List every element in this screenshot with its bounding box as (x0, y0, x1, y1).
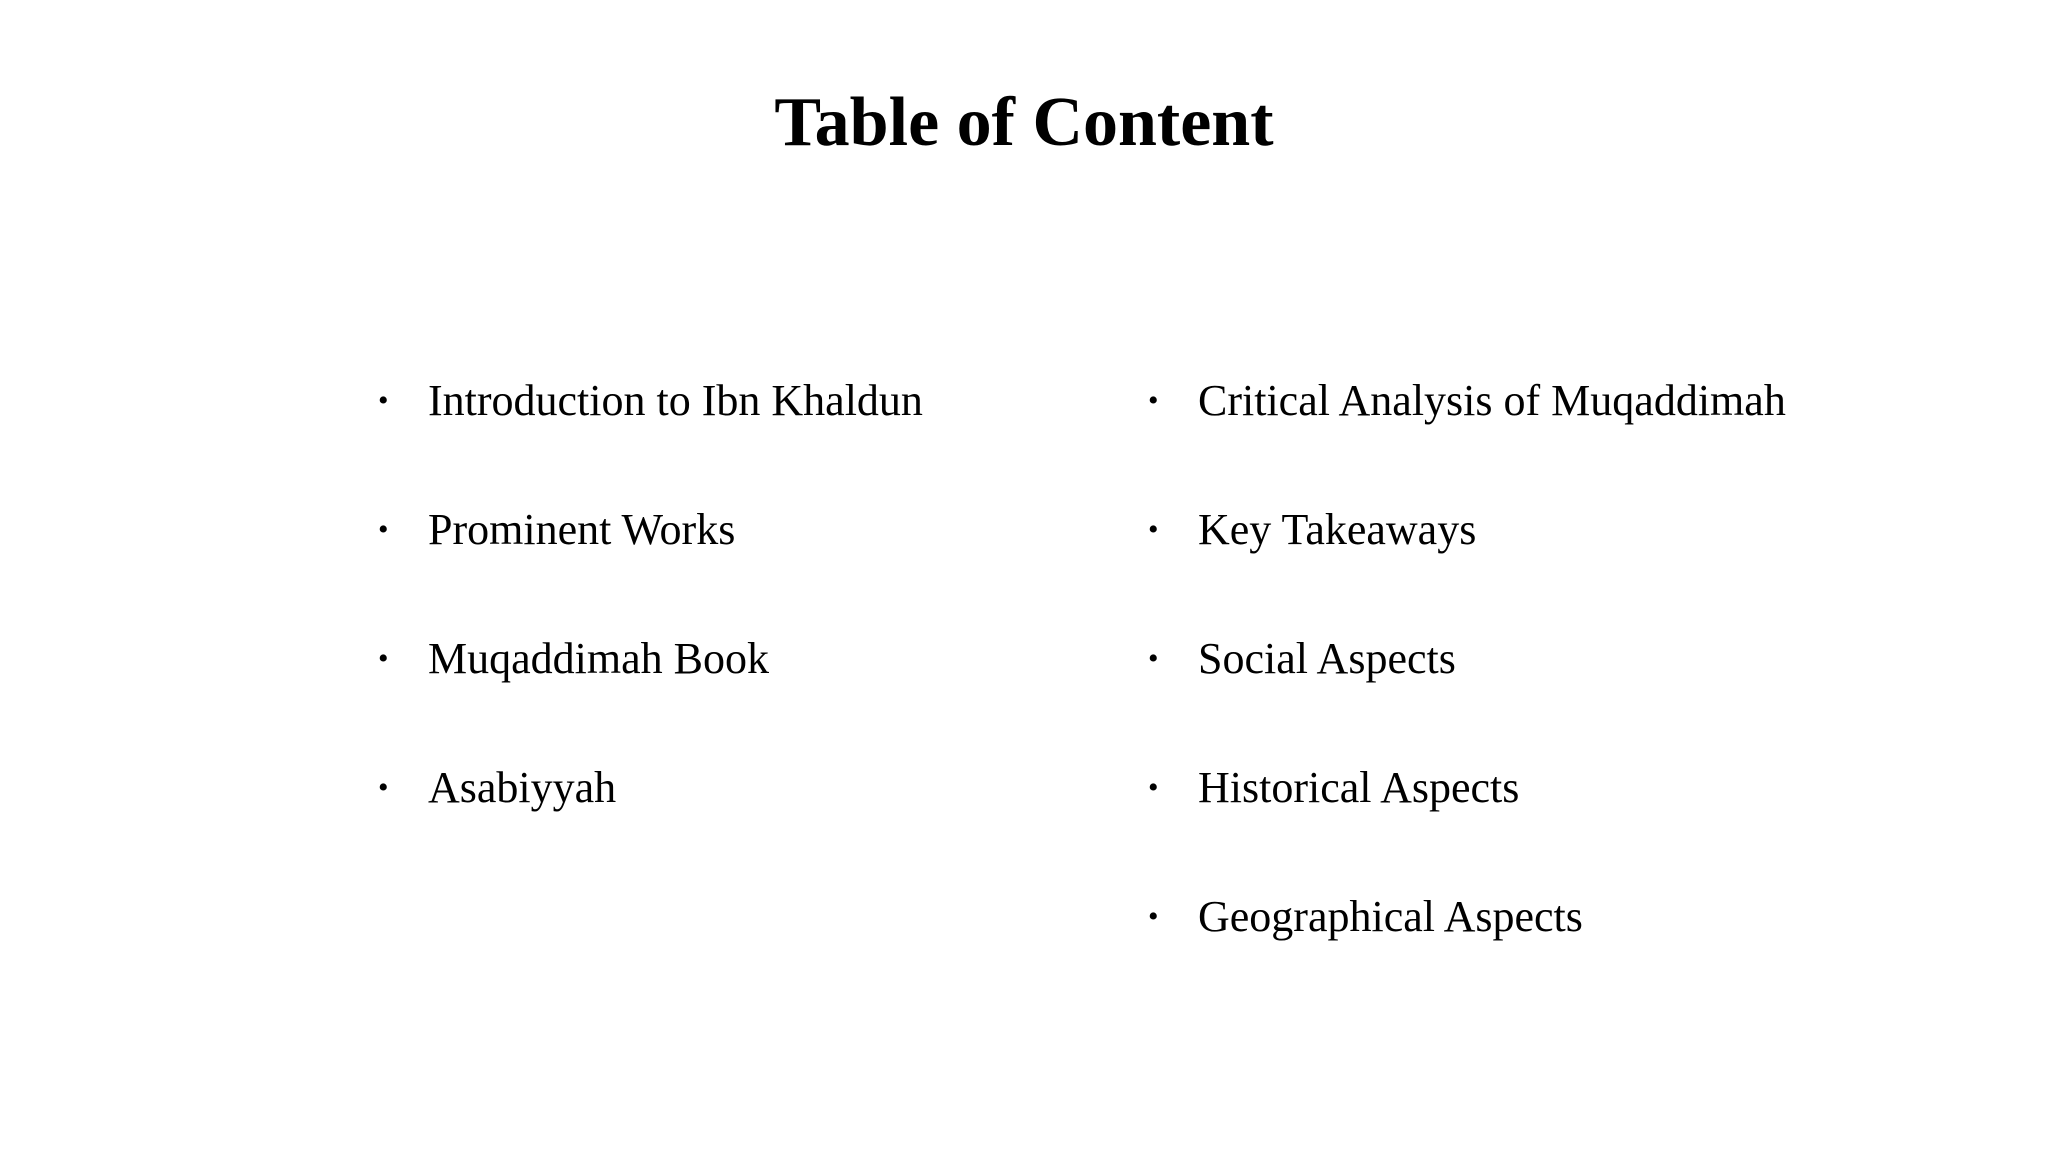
toc-item (375, 757, 1075, 886)
bullet-icon: • (378, 384, 389, 417)
toc-item (375, 628, 1075, 757)
toc-item-label: Asabiyyah (428, 763, 617, 812)
toc-item-label: Social Aspects (1198, 634, 1456, 683)
toc-item (1145, 628, 1905, 757)
toc-item-label: Geographical Aspects (1198, 892, 1583, 941)
toc-item (375, 499, 1075, 628)
bullet-icon: • (1148, 900, 1159, 933)
toc-list-right (1145, 370, 1905, 1015)
bullet-icon: • (378, 642, 389, 675)
bullet-icon: • (378, 513, 389, 546)
toc-list-left (375, 370, 1075, 886)
bullet-icon: • (1148, 771, 1159, 804)
toc-item-label: Key Takeaways (1198, 505, 1477, 554)
toc-item-label: Introduction to Ibn Khaldun (428, 376, 923, 425)
toc-item-label: Muqaddimah Book (428, 634, 769, 683)
toc-item (1145, 757, 1905, 886)
slide-title: Table of Content (774, 84, 1274, 161)
toc-item (1145, 370, 1905, 499)
toc-item-label: Critical Analysis of Muqaddimah (1198, 376, 1786, 425)
bullet-icon: • (378, 771, 389, 804)
toc-item (1145, 886, 1905, 1015)
toc-item-label: Prominent Works (428, 505, 736, 554)
toc-item (1145, 499, 1905, 628)
toc-item (375, 370, 1075, 499)
toc-item-label: Historical Aspects (1198, 763, 1520, 812)
bullet-icon: • (1148, 642, 1159, 675)
bullet-icon: • (1148, 513, 1159, 546)
bullet-icon: • (1148, 384, 1159, 417)
